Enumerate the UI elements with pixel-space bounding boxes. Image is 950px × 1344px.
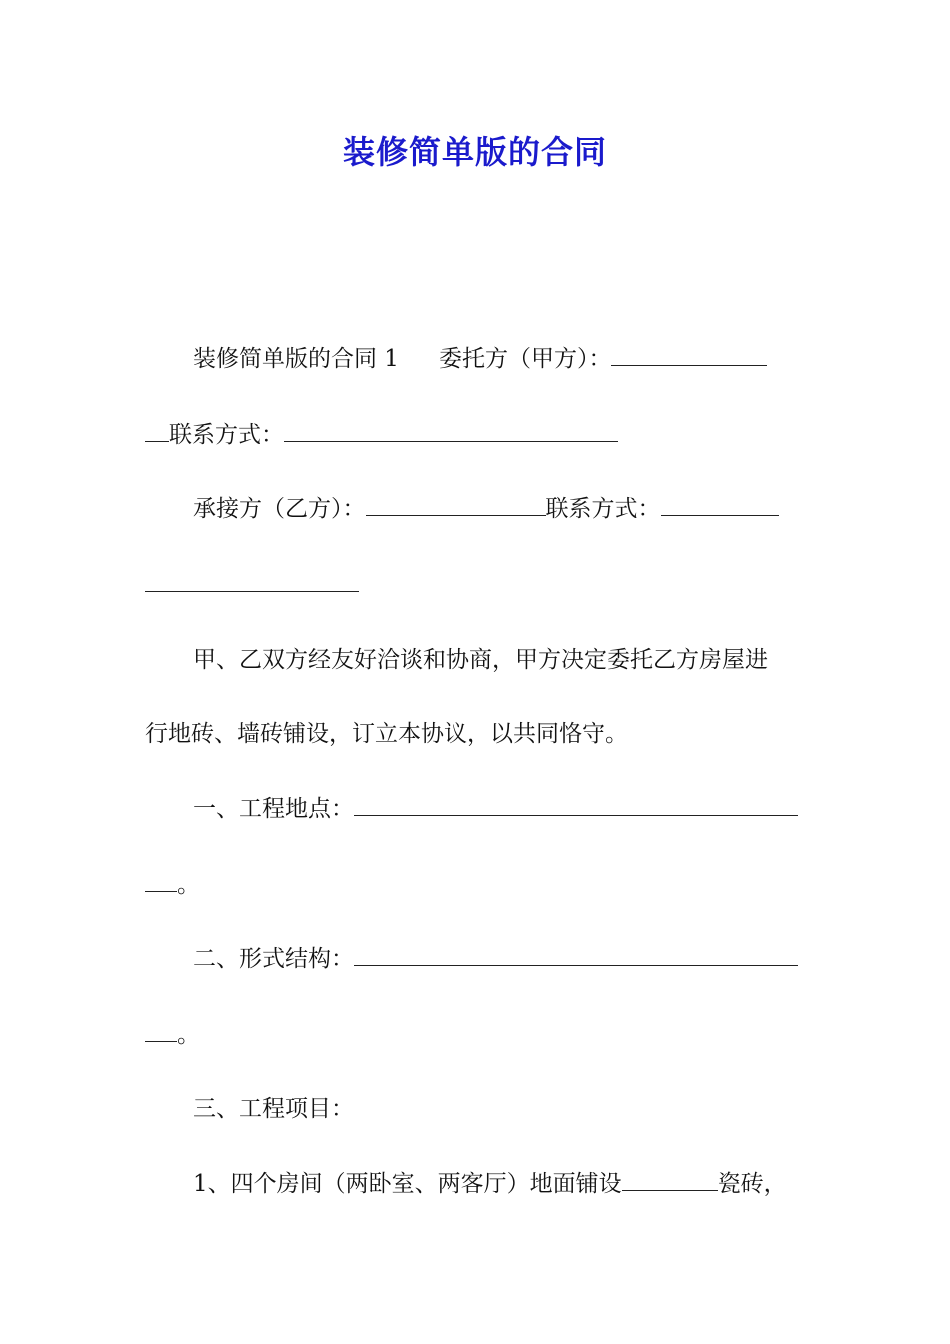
party-b-contact-blank-continued	[145, 571, 359, 592]
section-1-continued-line	[145, 868, 807, 902]
party-b-line	[145, 492, 855, 526]
party-a-contact-label: 联系方式：	[169, 422, 284, 448]
section-2-label: 二、形式结构：	[193, 946, 354, 972]
item-1-line	[145, 1167, 855, 1201]
party-b-contact-blank	[661, 495, 779, 516]
section-1-blank	[354, 795, 798, 816]
item-1-text: 1、四个房间（两卧室、两客厅）地面铺设	[193, 1171, 622, 1197]
party-b-contact-continued-line	[145, 568, 807, 602]
section-1-end: 。	[177, 872, 200, 898]
intro-text-1: 甲、乙双方经友好洽谈和协商，甲方决定委托乙方房屋进	[193, 647, 768, 673]
item-1-tail: 瓷砖，	[717, 1171, 787, 1197]
section-1-line	[145, 792, 855, 826]
party-b-contact-label: 联系方式：	[545, 496, 661, 522]
section-2-blank-continued	[145, 1021, 177, 1042]
party-a-contact-blank	[284, 421, 618, 442]
intro-text-2: 行地砖、墙砖铺设，订立本协议，以共同恪守。	[145, 721, 628, 747]
section-2-continued-line	[145, 1018, 807, 1052]
party-a-line	[145, 342, 855, 376]
party-b-label: 承接方（乙方）：	[193, 496, 366, 522]
document-title: 装修简单版的合同	[342, 133, 607, 171]
section-3-label: 三、工程项目：	[193, 1096, 354, 1122]
party-a-blank	[611, 345, 767, 366]
item-1-blank	[622, 1170, 718, 1191]
section-3-line	[145, 1092, 855, 1126]
intro-paragraph-line-2	[145, 717, 807, 751]
party-a-label: 委托方（甲方）：	[438, 346, 612, 372]
section-1-label: 一、工程地点：	[193, 796, 354, 822]
intro-paragraph-line-1	[145, 643, 855, 677]
party-a-contact-line	[145, 418, 807, 452]
section-1-blank-continued	[145, 871, 177, 892]
contract-heading: 装修简单版的合同 1	[193, 346, 399, 372]
section-2-line	[145, 942, 855, 976]
party-b-blank	[366, 495, 546, 516]
section-2-end: 。	[177, 1022, 200, 1048]
party-a-blank-continued	[145, 421, 169, 442]
section-2-blank	[354, 945, 798, 966]
